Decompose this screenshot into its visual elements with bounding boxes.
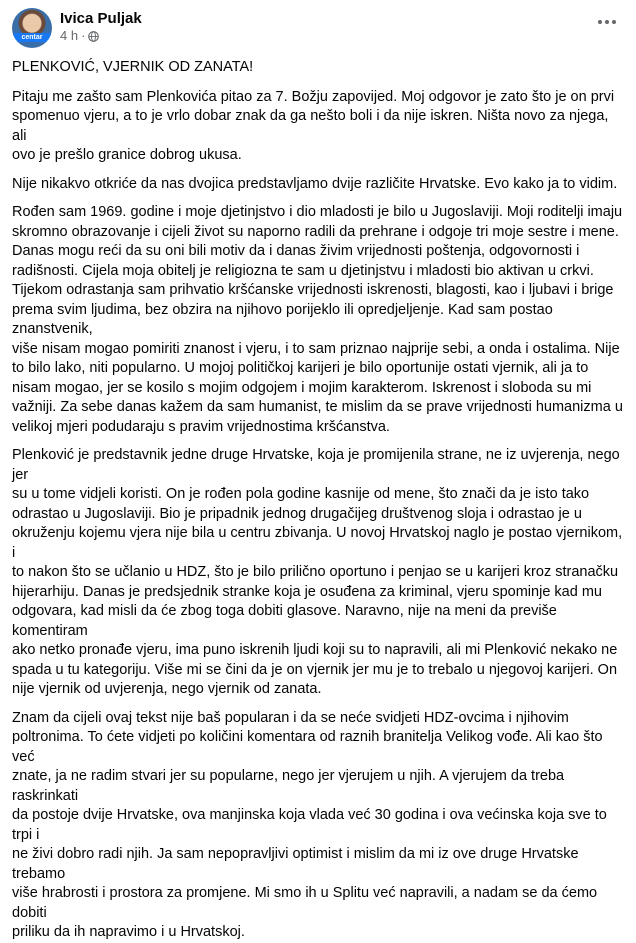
more-dot-icon — [612, 20, 616, 24]
post-paragraph: Rođen sam 1969. godine i moje djetinjstvo i dio mladosti je bilo u Jugoslaviji. Moji roditelji imaju skromno obrazovanje i cijeli život su naporno radili da prehrane i odgoje tri moje sestre i mene. Danas mogu reći da su oni bili motiv da i danas živim vrijednosti poštenja, odgovornosti i radišnosti. Cijela moja obitelj je religiozna te sam u djetinjstvu i mladosti bio aktivan u crkvi. Tijekom odrastanja sam prihvatio kršćanske vrijednosti iskrenosti, blagosti, kao i ljubavi i brige prema svim ljudima, bez obzira na njihovo porijeklo ili opredjeljenje. Kad sam postao znanstvenik, više nisam mogao pomiriti znanost i vjeru, i to sam priznao najprije sebi, a onda i ostalima. Nije to bilo lako, niti popularno. U mojoj političkoj karijeri je bilo oportunije ostati vjernik, ali ja to nisam mogao, jer se kosilo s mojim odgojem i mojim karakterom. Iskrenost i sloboda su mi važniji. Za sebe danas kažem da sam humanist, te mislim da se prave vrijednosti humanizma u velikoj mjeri podudaraju s pravim vrijednostima kršćanstva. — [12, 204, 623, 435]
more-options-button[interactable] — [594, 12, 620, 32]
separator-dot: · — [81, 28, 86, 43]
more-dot-icon — [605, 20, 609, 24]
post-paragraph: Znam da cijeli ovaj tekst nije baš popularan i da se neće svidjeti HDZ-ovcima i njihovim poltronima. To ćete vidjeti po količini komentara od raznih branitelja Velikog vođe. Ali kao što već znate, ja ne radim stvari jer su popularne, nego jer vjerujem u njih. A vjerujem da treba raskrinkati da postoje dvije Hrvatske, ova manjinska koja vlada već 30 godina i ova većinska koja sve to trpi i ne živi dobro radi njih. Ja sam nepopravljivi optimist i mislim da mi iz ove druge Hrvatske trebamo više hrabrosti i prostora za promjene. Mi smo ih u Splitu već napravili, a nadam se da ćemo dobiti priliku da ih napravimo i u Hrvatskoj. — [12, 709, 607, 940]
avatar-badge: centar — [13, 33, 51, 42]
post-subline — [60, 28, 142, 44]
post-time[interactable]: 4 h — [60, 28, 79, 43]
post-paragraph: Pitaju me zašto sam Plenkovića pitao za 7. Božju zapovijed. Moj odgovor je zato što je on prvi spomenuo vjeru, a to je vrlo dobar znak da ga nešto boli i da nije iskren. Ništa novo za njega, ali ovo je prešlo granice dobrog ukusa. — [12, 88, 615, 163]
globe-icon[interactable] — [88, 31, 99, 42]
post-paragraph: Nije nikakvo otkriće da nas dvojica predstavljamo dvije različite Hrvatske. Evo kako ja to vidim. — [12, 175, 618, 192]
post-header — [12, 8, 624, 54]
more-dot-icon — [598, 20, 602, 24]
post-paragraph: Plenković je predstavnik jedne druge Hrvatske, koja je promijenila strane, ne iz uvjerenja, nego jer su u tome vidjeli koristi. On je rođen pola godine kasnije od mene, što znači da je isto tako odrastao u Jugoslaviji. Bio je pripadnik jednog drugačijeg društvenog sloja i odrastao je u okruženju kojemu vjera nije bila u centru zbivanja. U novoj Hrvatskoj naglo je postao vjernikom, i to nakon što se učlanio u HDZ, što je bilo prilično oportuno i penjao se u karijeri kroz stranačku hijerarhiju. Danas je predsjednik stranke koja je osuđena za kriminal, vjeru spominje kad mu odgovara, kad misli da će zbog toga dobiti glasove. Naravno, nije na meni da previše komentiram ako netko pronađe vjeru, ima puno iskrenih ljudi koji su to napravili, ali mi Plenković nekako ne spada u tu kategoriju. Više mi se čini da je on vjernik jer mu je to trebalo u njegovoj karijeri. On nije vjernik od uvjerenja, nego vjernik od zanata. — [12, 447, 623, 697]
avatar[interactable] — [12, 8, 52, 48]
author-name[interactable]: Ivica Puljak — [60, 10, 142, 27]
post-body — [12, 58, 624, 943]
post-meta — [60, 9, 142, 44]
post-title: PLENKOVIĆ, VJERNIK OD ZANATA! — [12, 59, 254, 75]
